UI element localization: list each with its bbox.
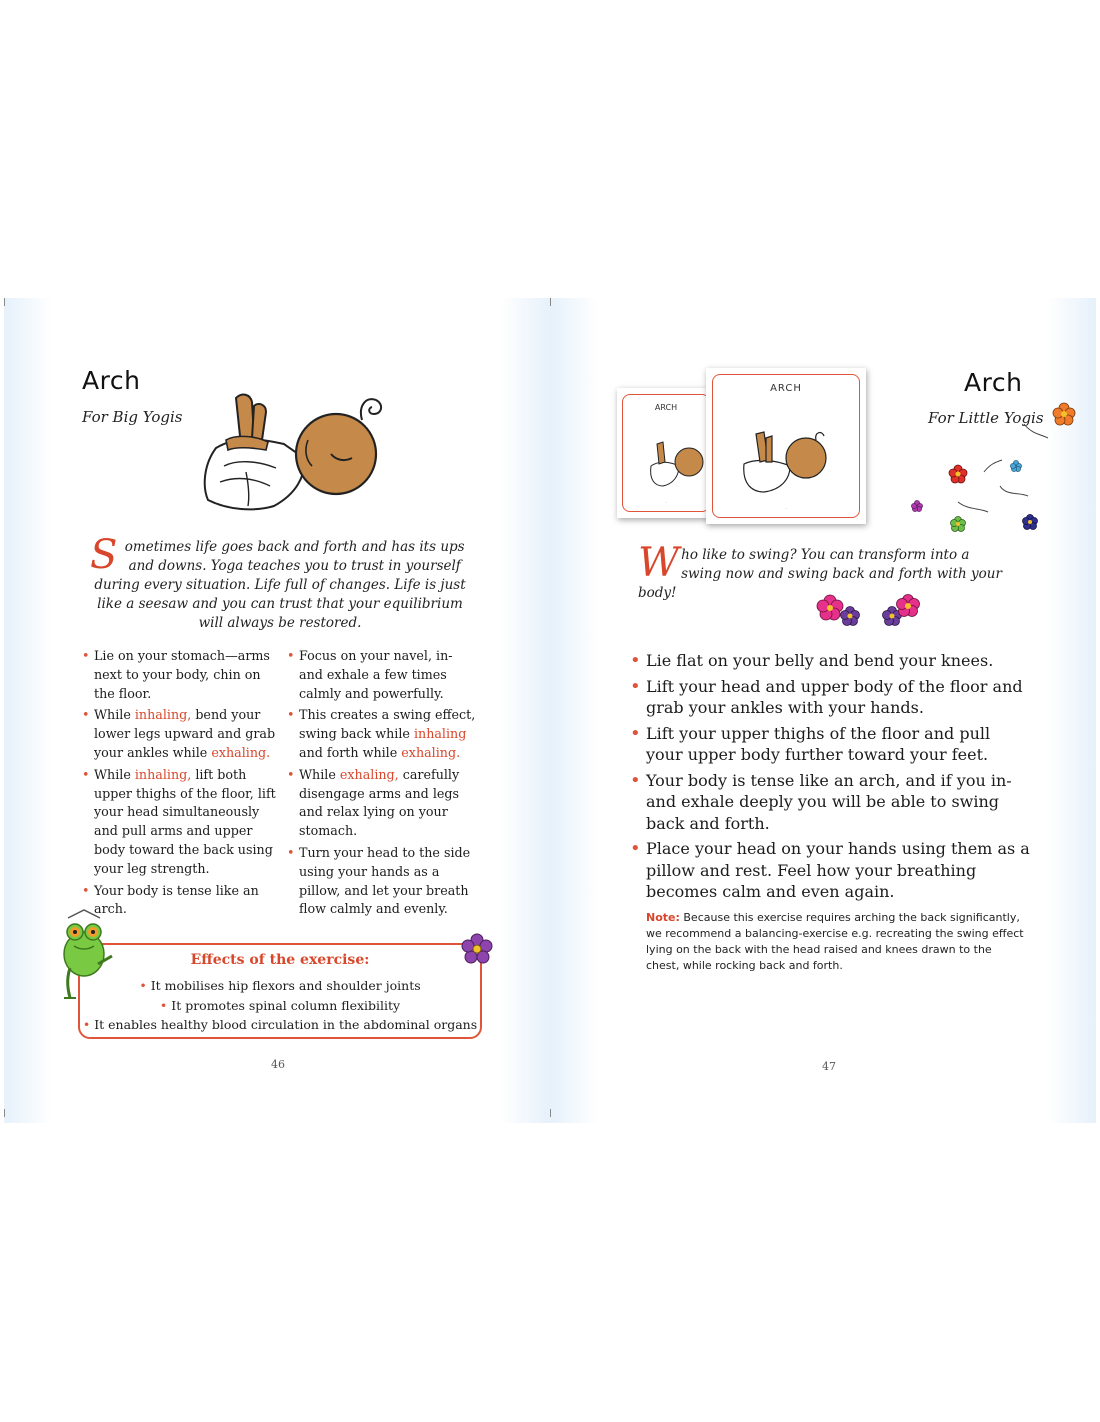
effects-title: Effects of the exercise: xyxy=(190,952,370,968)
book-spread xyxy=(4,298,1096,1123)
intro-dropcap: W xyxy=(638,540,680,586)
crop-mark xyxy=(4,298,5,306)
note-text: Because this exercise requires arching the back significantly, we recommend a balancing-exercise e.g. recreating the swing effect lying on the back with the head raised and knees drawn to the chest, while rocking back and forth. xyxy=(646,911,1024,972)
frog-illustration xyxy=(54,908,114,1004)
yogi-mini-illustration xyxy=(736,428,836,498)
list-item: • Focus on your navel, in- and exhale a few times calmly and powerfully. xyxy=(287,647,477,703)
instructions-col2 xyxy=(287,647,477,922)
yogi-mini-illustration xyxy=(645,438,707,490)
list-item: • Lie flat on your belly and bend your knees. xyxy=(630,650,1030,672)
effects-list xyxy=(80,976,480,1035)
flowers-decoration xyxy=(812,594,924,628)
page-subtitle: For Little Yogis xyxy=(928,409,1044,427)
note-label: Note: xyxy=(646,911,680,924)
flower-icon xyxy=(460,932,494,966)
page-subtitle: For Big Yogis xyxy=(82,408,183,426)
intro-dropcap: S xyxy=(90,532,118,578)
list-item: • Lift your head and upper body of the floor and grab your ankles with your hands. xyxy=(630,676,1030,719)
intro-text: ho like to swing? You can transform into a swing now and swing back and forth with your body! xyxy=(638,547,1002,601)
effects-item: • It mobilises hip flexors and shoulder joints xyxy=(80,976,480,996)
instructions-list xyxy=(630,650,1030,907)
card-title: ARCH xyxy=(654,403,678,412)
intro-paragraph xyxy=(90,532,470,633)
list-item: • Lie on your stomach—arms next to your body, chin on the floor. xyxy=(82,647,278,703)
page-title: Arch xyxy=(82,366,141,395)
instructions-col1 xyxy=(82,647,278,922)
list-item: • Place your head on your hands using them as a pillow and rest. Feel how your breathing becomes calm and even again. xyxy=(630,838,1030,903)
list-item: • While inhaling, bend your lower legs upward and grab your ankles while exhaling. xyxy=(82,706,278,762)
card-title: ARCH xyxy=(770,383,802,394)
yogi-arch-illustration xyxy=(196,386,401,518)
crop-mark xyxy=(4,1109,5,1117)
list-item: • Your body is tense like an arch, and if you in- and exhale deeply you will be able to swing back and forth. xyxy=(630,770,1030,835)
effects-box xyxy=(78,943,482,1039)
crop-mark xyxy=(550,1109,551,1117)
right-page xyxy=(550,298,1096,1123)
page-number: 47 xyxy=(822,1060,836,1073)
pose-card-large: ARCH · xyxy=(706,368,866,524)
page-number: 46 xyxy=(271,1058,285,1071)
effects-item: • It enables healthy blood circulation in the abdominal organs xyxy=(80,1015,480,1035)
note-paragraph xyxy=(646,910,1024,974)
intro-text: ometimes life goes back and forth and has its ups and downs. Yoga teaches you to trust in yourself during every situation. Life full of changes. Life is just like a seesaw and you can trust that your equilibrium will always be restored. xyxy=(94,539,466,631)
list-item: • While inhaling, lift both upper thighs of the floor, lift your head simultaneously and pull arms and upper body toward the back using your leg strength. xyxy=(82,766,278,879)
crop-mark xyxy=(550,298,551,306)
list-item: • This creates a swing effect, swing back while inhaling and forth while exhaling. xyxy=(287,706,477,762)
list-item: • Turn your head to the side using your hands as a pillow, and let your breath flow calmly and evenly. xyxy=(287,844,477,919)
list-item: • Lift your upper thighs of the floor and pull your upper body further toward your feet. xyxy=(630,723,1030,766)
left-page xyxy=(4,298,550,1123)
page-title: Arch xyxy=(964,368,1023,397)
pose-card-small: ARCH · xyxy=(617,388,715,518)
list-item: • Your body is tense like an arch. xyxy=(82,882,278,920)
flowers-decoration xyxy=(902,398,1087,538)
effects-item: • It promotes spinal column flexibility xyxy=(80,996,480,1016)
list-item: • While exhaling, carefully disengage arms and legs and relax lying on your stomach. xyxy=(287,766,477,841)
